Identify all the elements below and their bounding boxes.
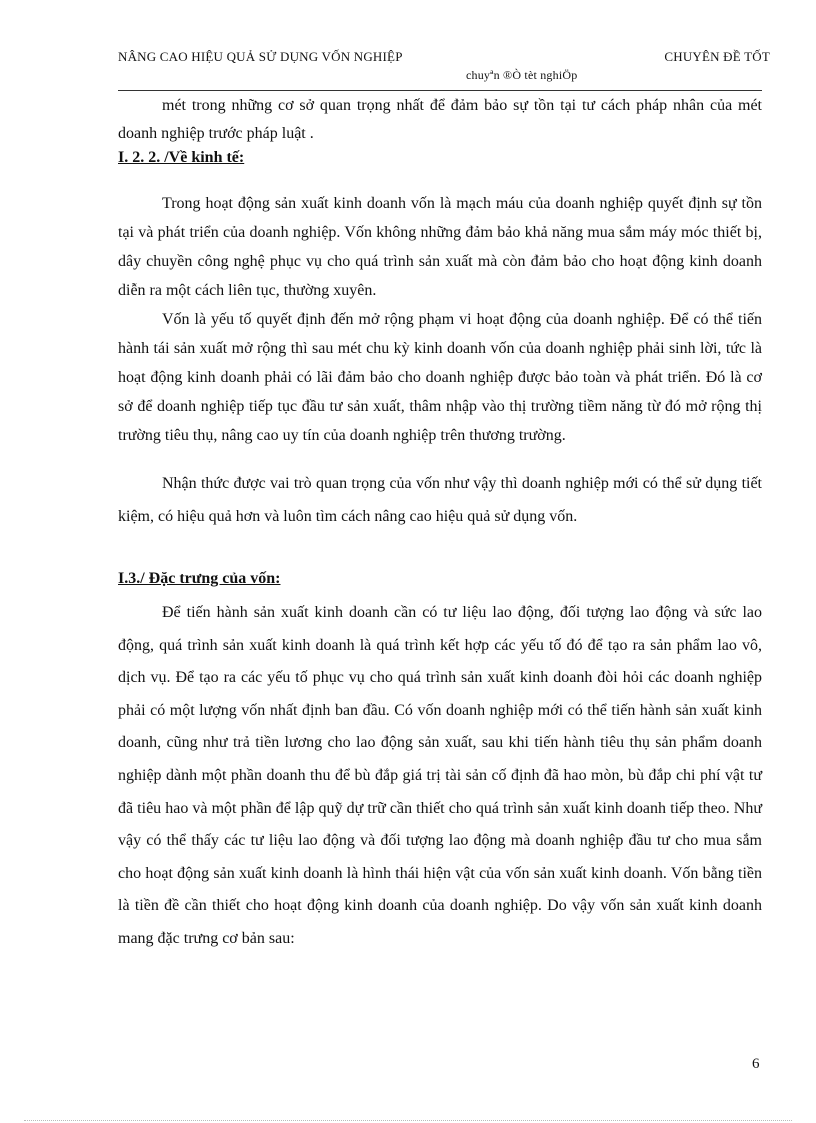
paragraph-capital-role: Trong hoạt động sản xuất kinh doanh vốn là mạch máu của doanh nghiệp quyết định sự tồn tại và phát triển của doanh nghiệp. Vốn không những đảm bảo khả năng mua sắm máy móc thiết bị, dây chuyền công nghệ phục vụ cho quá trình sản xuất mà còn đảm bảo cho hoạt động kinh doanh diễn ra một cách liên tục, thường xuyên. (118, 195, 762, 299)
paragraph-capital-expansion: Vốn là yếu tố quyết định đến mở rộng phạm vi hoạt động của doanh nghiệp. Để có thể tiến hành tái sản xuất mở rộng thì sau mét chu kỳ kinh doanh vốn của doanh nghiệp phải sinh lời, tức là hoạt động kinh doanh phải có lãi đảm bảo cho doanh nghiệp được bảo toàn và phát triển. Đó là cơ sở để doanh nghiệp tiếp tục đầu tư sản xuất, thâm nhập vào thị trường tiềm năng từ đó mở rộng thị trường tiêu thụ, nâng cao uy tín của doanh nghiệp trên thương trường. (118, 311, 762, 444)
paragraph-intro: mét trong những cơ sở quan trọng nhất để đảm bảo sự tồn tại tư cách pháp nhân của mét doanh nghiệp trước pháp luật . (118, 97, 762, 142)
section-intro (118, 92, 762, 148)
paragraph-characteristics: Để tiến hành sản xuất kinh doanh cần có tư liệu lao động, đối tượng lao động và sức lao động, quá trình sản xuất kinh doanh là quá trình kết hợp các yếu tố đó để tạo ra sản phẩm lao vô, dịch vụ. Để tạo ra các yếu tố phục vụ cho quá trình sản xuất kinh doanh đòi hỏi các doanh nghiệp phải có một lượng vốn nhất định ban đầu. Có vốn doanh nghiệp mới có thể tiến hành sản xuất kinh doanh, cũng như trả tiền lương cho lao động sản xuất, sau khi tiến hành tiêu thụ sản phẩm doanh nghiệp dành một phần doanh thu để bù đắp giá trị tài sản cố định đã hao mòn, bù đắp chi phí vật tư đã tiêu hao và một phần để lập quỹ dự trữ cần thiết cho quá trình sản xuất kinh doanh tiếp theo. Như vậy có thể thấy các tư liệu lao động và đối tượng lao động mà doanh nghiệp đầu tư cho mua sắm cho hoạt động sản xuất kinh doanh là hình thái hiện vật của vốn sản xuất kinh doanh. Vốn bằng tiền là tiền đề cần thiết cho hoạt động kinh doanh của doanh nghiệp. Do vậy vốn sản xuất kinh doanh mang đặc trưng cơ bản sau: (118, 604, 762, 947)
header-left-title: NÂNG CAO HIỆU QUẢ SỬ DỤNG VỐN NGHIỆP (118, 49, 403, 64)
section-economic (118, 189, 762, 450)
heading-economic: I. 2. 2. /Về kinh tế: (118, 149, 245, 166)
page-number: 6 (752, 1056, 760, 1072)
section-characteristics (118, 597, 762, 956)
header-right-title: CHUYÊN ĐỀ TỐT (664, 49, 770, 64)
header-divider (118, 90, 762, 91)
page-bottom-border (24, 1120, 792, 1121)
paragraph-awareness: Nhận thức được vai trò quan trọng của vốn như vậy thì doanh nghiệp mới có thể sử dụng tiết kiệm, có hiệu quả hơn và luôn tìm cách nâng cao hiệu quả sử dụng vốn. (118, 475, 762, 525)
heading-characteristics: I.3./ Đặc trưng của vốn: (118, 570, 281, 587)
header-center-subtitle: chuyªn ®Ò tèt nghiÖp (466, 68, 578, 82)
section-awareness (118, 467, 762, 533)
